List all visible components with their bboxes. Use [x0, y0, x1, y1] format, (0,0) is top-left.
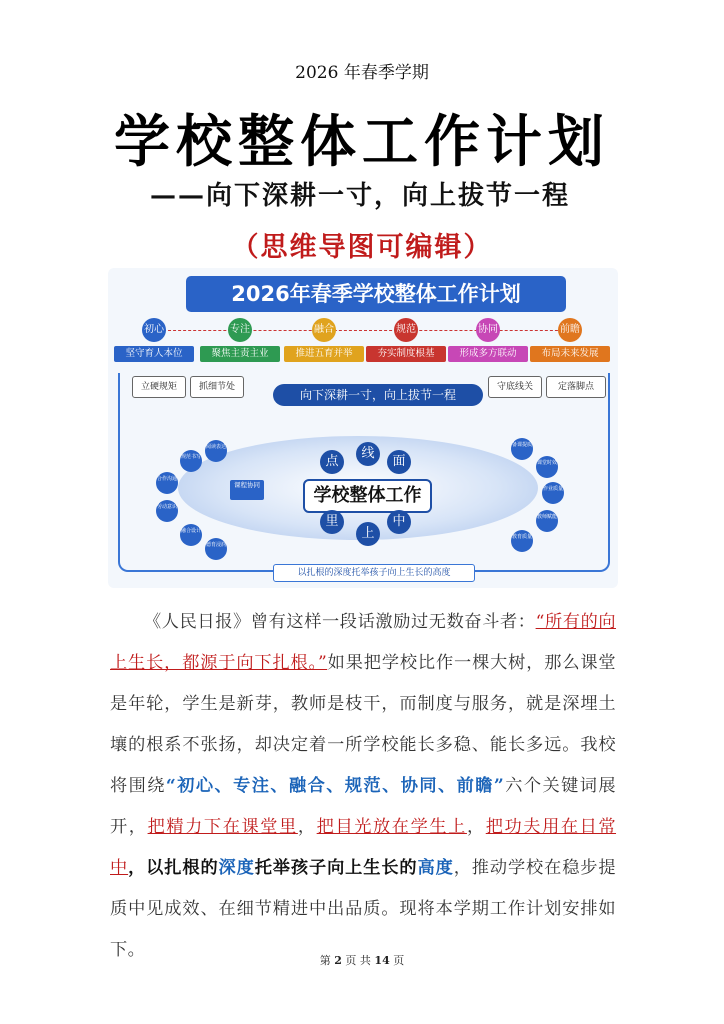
- page-label: 第: [319, 954, 331, 967]
- bold-text: ，以扎根的: [128, 858, 219, 878]
- keyword-item: [200, 318, 280, 362]
- keyword-row: [108, 318, 618, 366]
- keyword-item: [284, 318, 364, 362]
- right-bubble: 课堂时效: [536, 456, 558, 478]
- left-bubble: 融合设计: [180, 524, 202, 546]
- keyword-sub: 推进五育并举: [284, 346, 364, 362]
- right-bubble: 备课提质: [511, 438, 533, 460]
- center-box: 课程协同: [230, 480, 264, 500]
- editable-note: （思维导图可编辑）: [231, 232, 493, 263]
- keyword-circle: 规范: [394, 318, 418, 342]
- left-bubble: 劳动意识: [156, 500, 178, 522]
- right-bubble: 教师赋能: [536, 510, 558, 532]
- right-bubble: 作业质量: [542, 482, 564, 504]
- core-label: 学校整体工作: [303, 479, 432, 513]
- keyword-sub: 聚焦主责主业: [200, 346, 280, 362]
- keyword-item: [114, 318, 194, 362]
- bold-text: 托举孩子: [254, 858, 328, 878]
- keyword-circle: 初心: [142, 318, 166, 342]
- mindmap-footer: 以扎根的深度托举孩子向上生长的高度: [273, 564, 475, 582]
- keyword-circle: 专注: [228, 318, 252, 342]
- bold-text: 向上生长的: [327, 858, 418, 878]
- intro-paragraph: [110, 602, 616, 971]
- keywords-text: “初心、专注、融合、规范、协同、前瞻”: [165, 776, 505, 796]
- right-bubble: 教育质量: [511, 530, 533, 552]
- left-bubble: 合作沟通: [156, 472, 178, 494]
- keyword-sub: 坚守育人本位: [114, 346, 194, 362]
- dot-label: 面: [387, 450, 411, 474]
- keyword-item: [530, 318, 610, 362]
- dot-label: 线: [356, 442, 380, 466]
- underlined-phrase: 把功夫用在日常中: [110, 817, 617, 878]
- mindmap-infographic: [108, 268, 618, 588]
- height-text: 高度: [417, 858, 454, 878]
- page-footer: [0, 952, 724, 968]
- banner: 向下深耕一寸，向上拔节一程: [273, 384, 483, 406]
- dot-label: 点: [320, 450, 344, 474]
- depth-text: 深度: [218, 858, 255, 878]
- page-total: 14: [374, 954, 390, 967]
- para-text: ，推动学校在稳步提质中见成效、在细节精进中出品质。现将本学期工作计划安排如下。: [110, 858, 616, 960]
- para-text: 如果把学校比作一棵大树，那么课堂是年轮，学生是新芽，教师是枝干，而制度与服务，就是深埋土壤的根系不张扬，却决定着一所学校能长多稳、能长多远。我校将围绕: [110, 653, 617, 796]
- keyword-circle: 协同: [476, 318, 500, 342]
- quote-text: “所有的向上生长，都源于向下扎根。”: [110, 612, 616, 673]
- left-bubble: 德育浸润: [205, 538, 227, 560]
- page-number: 2: [334, 954, 342, 967]
- keyword-item: [366, 318, 446, 362]
- underlined-phrase: 把精力下在课堂里: [147, 817, 298, 837]
- keyword-sub: 形成多方联动: [448, 346, 528, 362]
- para-text: 六个关键词展开，: [110, 776, 616, 837]
- dot-label: 中: [387, 510, 411, 534]
- left-bubble: 规范书写: [180, 450, 202, 472]
- term-label: 2026 年春季学期: [295, 63, 429, 83]
- page-end: 页: [393, 954, 405, 967]
- mindmap-title: 2026年春季学校整体工作计划: [186, 276, 566, 312]
- para-text: ，: [466, 817, 486, 837]
- para-text: 《人民日报》曾有这样一段话激励过无数奋斗者：: [144, 612, 536, 632]
- keyword-item: [448, 318, 528, 362]
- left-tag: 立硬规矩: [132, 376, 186, 398]
- left-tag: 抓细节处: [190, 376, 244, 398]
- right-tag: 定落脚点: [546, 376, 606, 398]
- right-tag: 守底线关: [488, 376, 542, 398]
- dot-label: 上: [356, 522, 380, 546]
- underlined-phrase: 把目光放在学生上: [316, 817, 467, 837]
- para-text: ，: [297, 817, 317, 837]
- page-subtitle: ——向下深耕一寸，向上拔节一程: [149, 181, 570, 211]
- dot-label: 里: [320, 510, 344, 534]
- keyword-circle: 前瞻: [558, 318, 582, 342]
- keyword-sub: 布局未来发展: [530, 346, 610, 362]
- keyword-sub: 夯实制度根基: [366, 346, 446, 362]
- left-bubble: 阅读表达: [205, 440, 227, 462]
- page-title: 学校整体工作计划: [114, 110, 610, 175]
- keyword-circle: 融合: [312, 318, 336, 342]
- page-mid: 页 共: [345, 954, 371, 967]
